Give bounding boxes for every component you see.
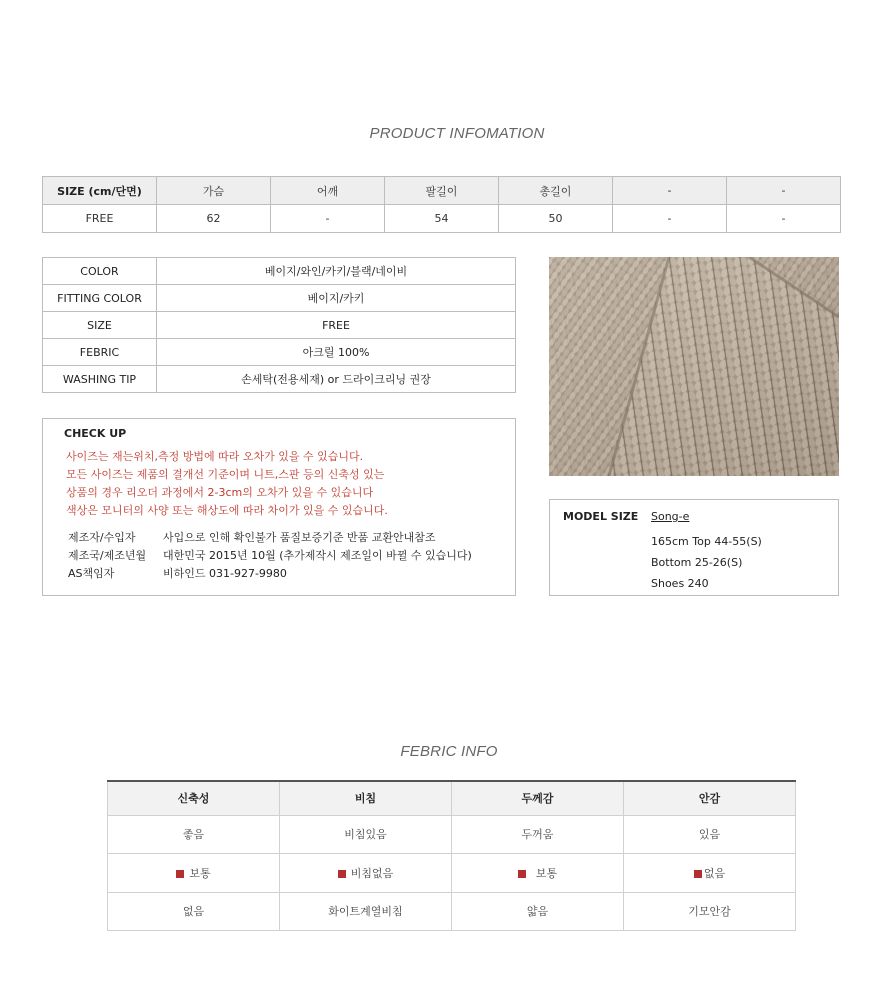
model-size-label: MODEL SIZE [563,510,639,523]
febric-cell-text: 없음 [703,866,726,880]
febric-cell-text: 비침없음 [350,866,394,880]
selected-marker-icon [518,870,526,878]
model-shoes: Shoes 240 [651,577,709,590]
febric-cell-selected [108,854,280,893]
size-header-cell: - [727,177,841,205]
checkup-note: 상품의 경우 리오더 과정에서 2-3cm의 오차가 있을 수 있습니다 [66,486,374,499]
model-bottom: Bottom 25-26(S) [651,556,743,569]
size-table-header-row [43,177,841,205]
info-label: FEBRIC [43,339,157,366]
febric-row [108,892,796,931]
fact-value: 사입으로 인해 확인불가 품질보증기준 반품 교환안내참조 [163,531,436,544]
checkup-note: 색상은 모니터의 사양 또는 해상도에 따라 차이가 있을 수 있습니다. [66,504,388,517]
size-header-cell: 어깨 [271,177,385,205]
knit-texture-image [549,257,839,476]
info-row-washing [43,366,516,393]
febric-cell: 기모안감 [624,892,796,931]
selected-marker-icon [694,870,702,878]
febric-header-row [108,781,796,815]
fact-key: AS책임자 [68,567,115,580]
fact-origin [68,547,515,565]
info-value: 손세탁(전용세재) or 드라이크리닝 권장 [157,366,516,393]
febric-cell-selected [452,854,624,893]
size-table [42,176,841,233]
info-row-size [43,312,516,339]
febric-cell-text: 보통 [189,866,211,880]
info-value: FREE [157,312,516,339]
checkup-title: CHECK UP [64,427,127,440]
fact-value: 비하인드 031-927-9980 [163,567,287,580]
febric-cell: 얇음 [452,892,624,931]
info-label: WASHING TIP [43,366,157,393]
size-header-cell: 팔길이 [385,177,499,205]
size-header-cell: - [613,177,727,205]
info-label: COLOR [43,258,157,285]
febric-cell: 화이트계열비침 [280,892,452,931]
size-header-cell: 총길이 [499,177,613,205]
size-cell: FREE [43,205,157,233]
model-name-link[interactable]: Song-e [651,510,690,523]
febric-cell: 두꺼움 [452,815,624,854]
info-value: 베이지/카키 [157,285,516,312]
size-cell: - [727,205,841,233]
fact-key: 제조국/제조년월 [68,549,147,562]
info-label: FITTING COLOR [43,285,157,312]
selected-marker-icon [176,870,184,878]
checkup-facts [64,529,515,583]
product-info-table [42,257,516,393]
fact-as [68,565,515,583]
checkup-note: 사이즈는 재는위치,측정 방법에 따라 오차가 있을 수 있습니다. [66,450,364,463]
size-table-row [43,205,841,233]
info-row-color [43,258,516,285]
febric-cell-selected [280,854,452,893]
model-size-box [549,499,839,596]
info-row-febric [43,339,516,366]
febric-row-selected [108,854,796,893]
febric-table [107,780,796,931]
fact-manufacturer [68,529,515,547]
model-top: 165cm Top 44-55(S) [651,535,762,548]
size-cell: 50 [499,205,613,233]
febric-header-cell: 안감 [624,781,796,815]
checkup-box [42,418,516,596]
fact-key: 제조자/수입자 [68,531,136,544]
febric-cell: 비침있음 [280,815,452,854]
febric-cell: 좋음 [108,815,280,854]
checkup-note: 모든 사이즈는 제품의 결개선 기준이며 니트,스판 등의 신축성 있는 [66,468,385,481]
febric-cell-text: 보통 [535,866,558,880]
febric-header-cell: 신축성 [108,781,280,815]
febric-header-cell: 두께감 [452,781,624,815]
knit-fabric-photo [549,257,839,476]
info-value: 베이지/와인/카키/블랙/네이비 [157,258,516,285]
febric-row [108,815,796,854]
size-cell: 62 [157,205,271,233]
size-cell: - [271,205,385,233]
size-header-cell: 가슴 [157,177,271,205]
info-label: SIZE [43,312,157,339]
info-value: 아크릴 100% [157,339,516,366]
size-cell: 54 [385,205,499,233]
selected-marker-icon [338,870,346,878]
febric-cell: 없음 [108,892,280,931]
size-header-cell: SIZE (cm/단면) [43,177,157,205]
info-row-fitting-color [43,285,516,312]
febric-cell-selected [624,854,796,893]
size-cell: - [613,205,727,233]
fact-value: 대한민국 2015년 10월 (추가제작시 제조일이 바뀔 수 있습니다) [163,549,472,562]
febric-cell: 있음 [624,815,796,854]
product-info-title: PRODUCT INFOMATION [369,125,545,142]
model-size-lines [651,510,762,594]
febric-info-title: FEBRIC INFO [400,743,498,760]
febric-header-cell: 비침 [280,781,452,815]
